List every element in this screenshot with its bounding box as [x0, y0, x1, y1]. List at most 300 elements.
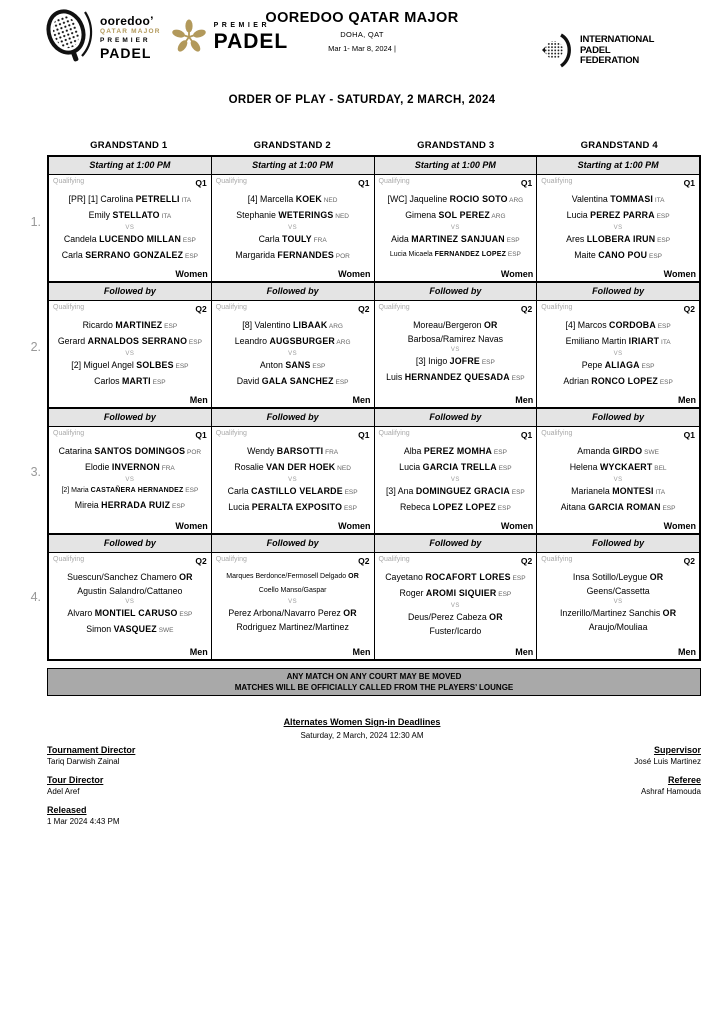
player-country: ITA: [653, 489, 666, 496]
player-country: ITA: [653, 197, 665, 204]
player-first-name: [WC] Jaqueline: [387, 194, 450, 204]
player-last-name: PEREZ PARRA: [590, 210, 655, 220]
row-number-1: 1.: [30, 215, 41, 229]
player-line: [429, 624, 481, 638]
player-first-name: Stephanie: [236, 210, 279, 220]
match-meta: [49, 301, 211, 314]
officials-right: [634, 745, 701, 805]
match-players: [537, 566, 699, 647]
official-label: Tour Director: [47, 775, 104, 785]
player-first-name: Helena: [569, 462, 601, 472]
match-meta: [212, 427, 374, 440]
round-label: Qualifying: [215, 430, 247, 437]
player-first-name: Alvaro: [67, 608, 95, 618]
player-last-name: RONCO LOPEZ: [591, 376, 659, 386]
player-first-name: Insa Sotillo/Leygue: [572, 572, 650, 582]
official-value: Ashraf Hamouda: [640, 787, 701, 796]
category-label: Women: [175, 521, 208, 531]
player-first-name: Elodie: [84, 462, 112, 472]
player-first-name: Fuster/Icardo: [429, 626, 482, 636]
ipf-text: [580, 35, 654, 67]
player-first-name: Cayetano: [385, 572, 426, 582]
player-first-name: Catarina: [58, 446, 95, 456]
match-players: [375, 314, 537, 395]
round-label: Qualifying: [541, 430, 573, 437]
player-country: FRA: [311, 237, 327, 244]
official-value: Adel Aref: [47, 787, 80, 796]
player-line: [416, 354, 495, 370]
row-number-3: 3.: [30, 465, 41, 479]
player-line: [563, 374, 672, 390]
player-country: NED: [335, 465, 351, 472]
schedule-block-3: [49, 407, 699, 533]
player-first-name: Roger: [399, 588, 426, 598]
match-cell: [212, 175, 375, 281]
player-last-name: SANS: [285, 360, 311, 370]
player-country: ESP: [162, 323, 178, 330]
match-cell: [537, 175, 699, 281]
player-line: [228, 500, 357, 516]
player-last-name: DOMINGUEZ GRACIA: [415, 486, 510, 496]
match-players: [537, 440, 699, 521]
player-last-name: OR: [649, 572, 664, 582]
player-first-name: Ares: [566, 234, 587, 244]
event-dates: Mar 1- Mar 8, 2024 |: [328, 44, 396, 53]
vs-label: VS: [288, 351, 298, 357]
row-number-4: 4.: [30, 590, 41, 604]
player-first-name: Simon: [86, 624, 114, 634]
session-header: Starting at 1:00 PM: [537, 157, 699, 174]
match-cell: [212, 553, 375, 659]
player-line: [235, 334, 351, 350]
round-label: Qualifying: [53, 304, 85, 311]
player-last-name: IRIART: [628, 336, 660, 346]
player-first-name: Wendy: [247, 446, 277, 456]
player-country: ESP: [655, 237, 671, 244]
match-meta: [375, 175, 537, 188]
player-line: [226, 570, 359, 584]
player-first-name: Anton: [259, 360, 286, 370]
session-header: Followed by: [375, 409, 538, 426]
vs-label: VS: [288, 599, 298, 605]
event-location: DOHA, QAT: [340, 30, 384, 39]
match-row-1: [49, 175, 699, 281]
player-line: [574, 248, 662, 264]
player-first-name: Valentina: [571, 194, 611, 204]
match-players: [49, 440, 211, 521]
player-first-name: Luis: [386, 372, 405, 382]
player-country: ESP: [506, 251, 521, 258]
player-line: [59, 444, 201, 460]
player-line: [94, 374, 166, 390]
vs-label: VS: [125, 599, 135, 605]
player-last-name: MARTINEZ SANJUAN: [411, 234, 505, 244]
player-line: [64, 232, 196, 248]
player-country: SWE: [156, 627, 174, 634]
category-label: Men: [678, 395, 696, 405]
category-label: Women: [500, 269, 534, 279]
player-country: ESP: [170, 503, 185, 510]
match-cell: [375, 427, 538, 533]
player-first-name: Carla: [61, 250, 86, 260]
player-country: ESP: [177, 611, 193, 618]
session-header: Followed by: [537, 535, 699, 552]
player-country: ARG: [507, 197, 524, 204]
player-country: ESP: [496, 591, 512, 598]
vs-label: VS: [613, 351, 623, 357]
player-first-name: Perez Arbona/Navarro Perez: [228, 608, 344, 618]
player-last-name: GARCIA ROMAN: [588, 502, 661, 512]
vs-label: VS: [125, 351, 135, 357]
player-line: [413, 318, 498, 332]
player-last-name: JOFRE: [449, 356, 481, 366]
player-country: ARG: [327, 323, 343, 330]
player-last-name: WYCKAERT: [600, 462, 653, 472]
event-header: [212, 10, 512, 53]
player-country: ARG: [489, 213, 506, 220]
ipf-line1: INTERNATIONAL: [580, 34, 655, 46]
player-line: [260, 358, 326, 374]
match-players: [375, 188, 537, 269]
player-last-name: TOMMASI: [610, 194, 654, 204]
match-code: Q2: [683, 556, 695, 566]
match-meta: [537, 427, 699, 440]
official-label: Referee: [667, 775, 701, 785]
player-country: ESP: [509, 375, 525, 382]
session-header: Followed by: [375, 283, 538, 300]
match-code: Q1: [683, 430, 695, 440]
player-last-name: HERNANDEZ QUESADA: [404, 372, 510, 382]
player-line: [566, 334, 671, 350]
player-line: [560, 606, 676, 620]
player-last-name: LLOBERA IRUN: [586, 234, 656, 244]
player-line: [235, 248, 350, 264]
player-last-name: ROCAFORT LORES: [425, 572, 511, 582]
player-line: [573, 570, 663, 584]
player-line: [236, 620, 348, 634]
official-label: Released: [47, 805, 87, 815]
player-last-name: HERRADA RUIZ: [101, 500, 171, 510]
category-label: Men: [515, 395, 534, 405]
round-label: Qualifying: [53, 430, 85, 437]
player-country: ESP: [333, 379, 349, 386]
match-players: [537, 314, 699, 395]
player-first-name: [2] Miguel Angel: [71, 360, 137, 370]
player-last-name: KOEK: [295, 194, 322, 204]
player-line: [577, 444, 659, 460]
player-last-name: SANTOS DOMINGOS: [94, 446, 186, 456]
match-meta: [212, 301, 374, 314]
match-players: [375, 440, 537, 521]
player-last-name: STELLATO: [112, 210, 160, 220]
player-first-name: Ricardo: [82, 320, 116, 330]
category-label: Men: [352, 395, 371, 405]
player-country: ESP: [496, 505, 511, 512]
vs-label: VS: [125, 225, 135, 231]
player-country: BEL: [652, 465, 667, 472]
player-last-name: GALA SANCHEZ: [261, 376, 334, 386]
player-first-name: Rosalie: [234, 462, 267, 472]
match-code: Q1: [520, 178, 533, 188]
player-last-name: MONTESI: [612, 486, 654, 496]
player-country: ESP: [654, 213, 670, 220]
player-first-name: Suescun/Sanchez Chamero: [67, 572, 180, 582]
officials-left: [47, 745, 135, 835]
player-first-name: Geens/Cassetta: [586, 586, 650, 596]
player-last-name: FERNANDEZ LOPEZ: [434, 251, 507, 258]
player-country: ESP: [492, 449, 507, 456]
match-row-3: [49, 427, 699, 533]
player-first-name: David: [236, 376, 262, 386]
player-first-name: [3] Inigo: [415, 356, 450, 366]
category-label: Women: [663, 269, 696, 279]
player-first-name: [3] Ana: [385, 486, 416, 496]
player-first-name: Marques Berdonce/Fermosell Delgado: [226, 573, 349, 580]
player-line: [77, 584, 182, 598]
vs-label: VS: [613, 599, 623, 605]
player-country: SWE: [642, 449, 659, 456]
player-line: [234, 460, 351, 476]
player-line: [67, 606, 192, 622]
player-last-name: VAN DER HOEK: [266, 462, 336, 472]
session-header-row: [49, 281, 699, 301]
player-first-name: Aida: [391, 234, 412, 244]
player-first-name: [4] Marcella: [247, 194, 296, 204]
court-header-4: GRANDSTAND 4: [580, 140, 658, 151]
player-last-name: OR: [343, 608, 357, 618]
player-last-name: PERALTA EXPOSITO: [251, 502, 343, 512]
match-cell: [49, 427, 212, 533]
player-country: NED: [321, 197, 338, 204]
match-code: Q1: [683, 178, 695, 188]
session-header: Followed by: [49, 409, 212, 426]
player-line: [85, 460, 175, 476]
session-header: Followed by: [537, 283, 699, 300]
court-header-1: GRANDSTAND 1: [90, 140, 168, 151]
player-country: ESP: [509, 489, 525, 496]
ipf-ball-icon: [541, 33, 575, 69]
player-last-name: ARNALDOS SERRANO: [87, 336, 188, 346]
player-last-name: OR: [662, 608, 677, 618]
player-line: [259, 232, 327, 248]
player-line: [561, 500, 676, 516]
player-line: [399, 586, 511, 602]
player-first-name: Margarida: [235, 250, 278, 260]
player-line: [408, 610, 503, 624]
player-line: [86, 622, 173, 638]
match-meta: [212, 175, 374, 188]
round-label: Qualifying: [215, 556, 247, 563]
player-country: ESP: [173, 363, 189, 370]
player-line: [71, 358, 188, 374]
schedule-block-4: [49, 533, 699, 659]
match-meta: [375, 301, 537, 314]
premier-padel-padel-label: PADEL: [213, 30, 289, 53]
vs-label: VS: [450, 225, 460, 231]
match-code: Q2: [358, 556, 370, 566]
player-line: [61, 484, 198, 498]
player-line: [69, 192, 192, 208]
player-country: POR: [185, 449, 202, 456]
match-cell: [537, 301, 699, 407]
player-line: [385, 570, 525, 586]
player-first-name: [8] Valentino: [242, 320, 293, 330]
event-title: OOREDOO QATAR MAJOR: [265, 10, 459, 26]
match-cell: [212, 301, 375, 407]
player-last-name: MARTINEZ: [115, 320, 163, 330]
player-last-name: ALIAGA: [604, 360, 640, 370]
player-first-name: Adrian: [563, 376, 592, 386]
schedule-grid: [47, 155, 701, 661]
vs-label: VS: [288, 225, 298, 231]
deadlines-title: Alternates Women Sign-in Deadlines: [283, 717, 441, 727]
vs-label: VS: [125, 477, 135, 483]
official-label: Supervisor: [653, 745, 701, 755]
player-first-name: Inzerillo/Martinez Sanchis: [559, 608, 663, 618]
session-header: Followed by: [49, 283, 212, 300]
match-players: [212, 314, 374, 395]
match-meta: [49, 175, 211, 188]
player-country: ESP: [658, 379, 673, 386]
player-last-name: SOLBES: [136, 360, 174, 370]
player-line: [566, 318, 671, 334]
match-players: [212, 188, 374, 269]
match-players: [49, 314, 211, 395]
player-country: ESP: [310, 363, 326, 370]
player-line: [566, 232, 670, 248]
premier-padel-premier-label: PREMIER: [213, 22, 271, 29]
match-meta: [49, 427, 211, 440]
player-first-name: Araujo/Mouliaa: [588, 622, 648, 632]
round-label: Qualifying: [215, 304, 247, 311]
match-cell: [49, 553, 212, 659]
match-cell: [375, 301, 538, 407]
padel-racket-icon: [40, 8, 96, 66]
official-value: 1 Mar 2024 4:43 PM: [47, 817, 120, 826]
vs-label: VS: [450, 603, 460, 609]
player-country: ITA: [159, 213, 172, 220]
session-header: Followed by: [537, 409, 699, 426]
session-header: Starting at 1:00 PM: [49, 157, 212, 174]
category-label: Men: [515, 647, 534, 657]
player-line: [399, 460, 511, 476]
player-line: [242, 318, 343, 334]
match-cell: [375, 553, 538, 659]
player-first-name: Barbosa/Ramirez Navas: [407, 334, 504, 344]
ipf-logo: [541, 33, 654, 69]
player-last-name: CASTILLO VELARDE: [251, 486, 343, 496]
player-country: FRA: [323, 449, 339, 456]
match-row-4: [49, 553, 699, 659]
category-label: Women: [663, 521, 696, 531]
player-last-name: MARTI: [121, 376, 151, 386]
match-players: [537, 188, 699, 269]
match-meta: [537, 301, 699, 314]
category-label: Men: [189, 395, 208, 405]
round-label: Qualifying: [541, 556, 573, 563]
player-line: [228, 484, 358, 500]
court-headers: [47, 140, 701, 155]
player-first-name: Deus/Perez Cabeza: [407, 612, 490, 622]
category-label: Men: [678, 647, 696, 657]
player-first-name: Emily: [88, 210, 113, 220]
vs-label: VS: [613, 477, 623, 483]
player-country: POR: [333, 253, 350, 260]
player-country: NED: [333, 213, 349, 220]
player-first-name: Gerard: [57, 336, 88, 346]
vs-label: VS: [613, 225, 623, 231]
match-players: [212, 566, 374, 647]
match-meta: [537, 175, 699, 188]
player-country: ESP: [187, 339, 202, 346]
player-line: [572, 192, 665, 208]
player-first-name: Carla: [227, 486, 252, 496]
player-first-name: Candela: [63, 234, 100, 244]
session-header-row: [49, 157, 699, 175]
player-line: [58, 334, 202, 350]
premier-label: PREMIER: [100, 37, 151, 44]
notice-line1: ANY MATCH ON ANY COURT MAY BE MOVED: [286, 672, 462, 681]
player-first-name: Carlos: [94, 376, 122, 386]
player-first-name: Pepe: [581, 360, 605, 370]
player-last-name: CASTAÑERA HERNANDEZ: [90, 487, 184, 494]
match-cell: [49, 301, 212, 407]
match-row-2: [49, 301, 699, 407]
player-first-name: Agustin Salandro/Cattaneo: [77, 586, 183, 596]
qatar-major-label: QATAR MAJOR: [100, 27, 161, 35]
round-label: Qualifying: [53, 556, 85, 563]
match-code: Q1: [520, 430, 533, 440]
player-line: [386, 484, 525, 500]
player-last-name: BARSOTTI: [276, 446, 324, 456]
player-line: [62, 248, 198, 264]
category-label: Men: [189, 647, 208, 657]
vs-label: VS: [450, 347, 460, 353]
player-first-name: Marianela: [571, 486, 613, 496]
official-label: Tournament Director: [47, 745, 136, 755]
player-first-name: [PR] [1] Carolina: [68, 194, 136, 204]
player-country: ESP: [496, 465, 512, 472]
match-code: Q1: [195, 430, 207, 440]
player-line: [589, 620, 648, 634]
player-country: ESP: [342, 489, 358, 496]
match-meta: [375, 427, 537, 440]
player-last-name: WETERINGS: [278, 210, 334, 220]
player-first-name: Lucia: [566, 210, 591, 220]
player-first-name: [2] Maria: [61, 487, 91, 494]
player-line: [582, 358, 655, 374]
player-line: [236, 208, 349, 224]
player-line: [259, 584, 327, 598]
match-code: Q2: [683, 304, 695, 314]
player-last-name: OR: [489, 612, 503, 622]
notice-line2: MATCHES WILL BE OFFICIALLY CALLED FROM THE PLAYERS’ LOUNGE: [234, 683, 514, 692]
player-first-name: Emiliano Martin: [565, 336, 629, 346]
player-first-name: Mireia: [74, 500, 102, 510]
match-cell: [49, 175, 212, 281]
player-country: ITA: [179, 197, 192, 204]
player-first-name: Lucia: [228, 502, 252, 512]
player-line: [83, 318, 178, 334]
player-country: ESP: [655, 323, 671, 330]
session-header: Followed by: [212, 409, 375, 426]
match-players: [212, 440, 374, 521]
player-first-name: Lucia: [399, 462, 423, 472]
player-last-name: CORDOBA: [609, 320, 656, 330]
player-last-name: SOL PEREZ: [438, 210, 490, 220]
player-last-name: MONTIEL CARUSO: [94, 608, 178, 618]
player-first-name: Lucia Micaela: [389, 251, 435, 258]
